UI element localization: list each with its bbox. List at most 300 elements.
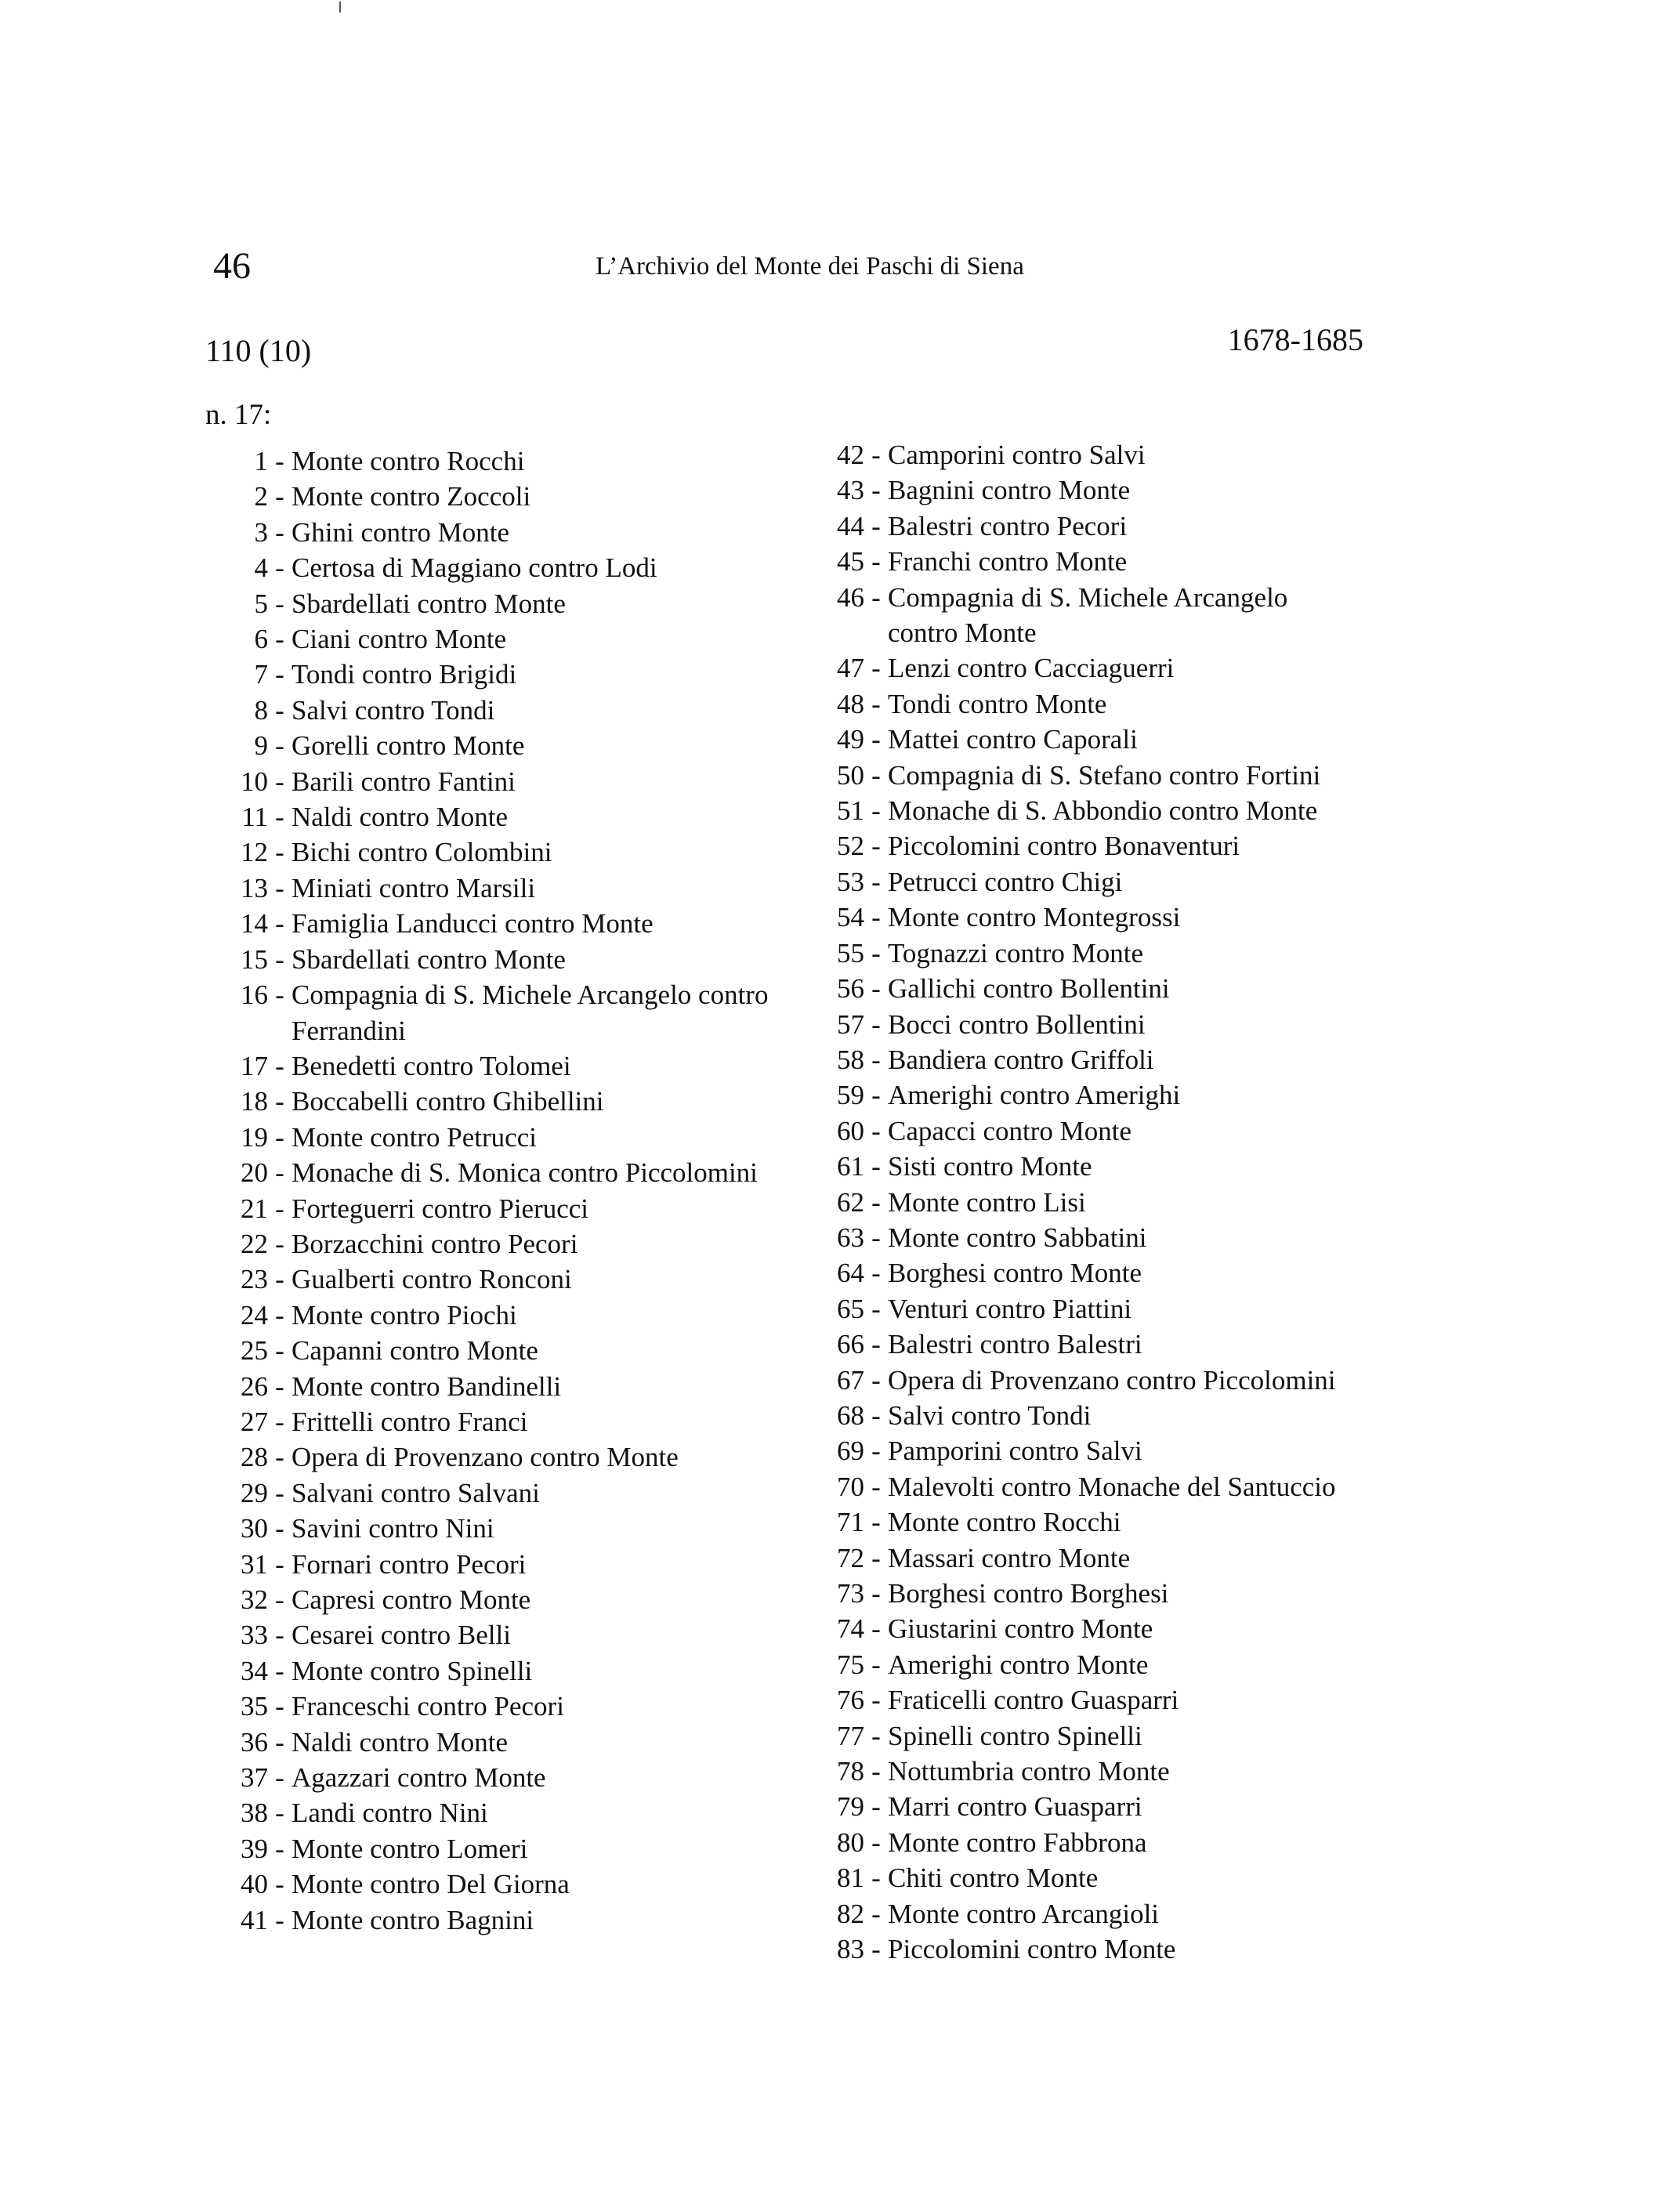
entry-text-line: Cesarei contro Belli xyxy=(291,1620,511,1651)
entry-separator: - xyxy=(275,1442,284,1473)
entry-text xyxy=(291,1725,801,1760)
entry-text-line: Ciani contro Monte xyxy=(291,624,507,655)
entry-text-line: Monte contro Montegrossi xyxy=(888,902,1181,933)
list-item xyxy=(803,1682,1430,1718)
entry-text-line: Certosa di Maggiano contro Lodi xyxy=(291,552,657,584)
list-item xyxy=(803,793,1430,828)
entry-text-line: Borzacchini contro Pecori xyxy=(291,1228,578,1259)
entry-separator: - xyxy=(871,1293,881,1324)
entry-text xyxy=(888,1718,1430,1754)
list-item xyxy=(205,1262,801,1297)
entry-text-line: Barili contro Fantini xyxy=(291,766,516,797)
entry-text-line: Naldi contro Monte xyxy=(291,1726,509,1758)
entry-text-line: Balestri contro Pecori xyxy=(888,510,1128,541)
entry-separator: - xyxy=(275,1193,284,1224)
entry-text-line: Amerighi contro Amerighi xyxy=(888,1080,1181,1111)
entry-text-line: Monache di S. Monica contro Piccolomini xyxy=(291,1157,758,1189)
entry-text xyxy=(291,1369,801,1404)
entry-separator: - xyxy=(275,1299,284,1331)
entry-text-line: Sisti contro Monte xyxy=(888,1151,1092,1182)
entry-number: 82 xyxy=(837,1898,864,1929)
entries-list-right xyxy=(803,437,1430,1967)
entry-separator: - xyxy=(871,1471,881,1502)
list-item xyxy=(803,1576,1430,1611)
entry-number: 40 xyxy=(241,1869,268,1900)
list-item xyxy=(803,686,1430,722)
entry-number: 4 xyxy=(254,552,268,584)
entry-text-line: Monte contro Del Giorna xyxy=(291,1869,570,1900)
entry-number: 53 xyxy=(837,866,864,897)
entry-text-line: Ghini contro Monte xyxy=(291,516,510,548)
entry-text xyxy=(888,793,1430,828)
entry-text-line: Piccolomini contro Bonaventuri xyxy=(888,831,1240,862)
entry-text-line: Agazzari contro Monte xyxy=(291,1762,546,1794)
entry-text-line: Fornari contro Pecori xyxy=(291,1548,527,1580)
list-item xyxy=(803,1611,1430,1646)
entry-number: 2 xyxy=(254,481,268,512)
entry-text-line: Borghesi contro Borghesi xyxy=(888,1578,1169,1609)
list-item xyxy=(205,1511,801,1546)
entry-number: 31 xyxy=(241,1548,268,1580)
list-item xyxy=(803,1007,1430,1042)
entry-separator: - xyxy=(871,1507,881,1538)
entry-text-line: Monte contro Sabbatini xyxy=(888,1222,1147,1253)
entry-separator: - xyxy=(275,979,284,1011)
entry-text-line: Capresi contro Monte xyxy=(291,1584,531,1615)
entry-text-line: Compagnia di S. Michele Arcangelo xyxy=(888,581,1288,613)
entry-text xyxy=(888,544,1430,579)
entry-separator: - xyxy=(871,1791,881,1823)
entry-text xyxy=(291,1866,801,1902)
entry-number: 72 xyxy=(837,1542,864,1573)
entry-separator: - xyxy=(871,1436,881,1467)
list-item xyxy=(803,1077,1430,1113)
entry-text xyxy=(888,1077,1430,1113)
entry-text-line: Salvani contro Salvani xyxy=(291,1477,540,1508)
entry-separator: - xyxy=(275,802,284,833)
entry-text-line: Savini contro Nini xyxy=(291,1513,494,1544)
list-item xyxy=(205,1689,801,1724)
entry-text-line: Bagnini contro Monte xyxy=(888,475,1131,506)
list-item xyxy=(205,1369,801,1404)
list-item xyxy=(803,472,1430,508)
entry-separator: - xyxy=(871,937,881,968)
entry-text-line: Gorelli contro Monte xyxy=(291,730,525,762)
entry-text xyxy=(291,1048,801,1084)
list-item xyxy=(803,1860,1430,1895)
entry-separator: - xyxy=(275,446,284,476)
entry-number: 24 xyxy=(241,1299,268,1331)
entry-separator: - xyxy=(275,872,284,903)
list-item xyxy=(205,1547,801,1582)
entry-number: 58 xyxy=(837,1044,864,1075)
entry-separator: - xyxy=(275,659,284,690)
entry-separator: - xyxy=(871,724,881,755)
entry-separator: - xyxy=(275,908,284,940)
entry-text-line: Marri contro Guasparri xyxy=(888,1791,1142,1823)
entry-text xyxy=(291,1689,801,1724)
entry-number: 6 xyxy=(254,624,268,655)
list-item xyxy=(803,509,1430,544)
entry-text xyxy=(888,1113,1430,1149)
entry-separator: - xyxy=(275,1513,284,1544)
entry-separator: - xyxy=(871,831,881,862)
list-item xyxy=(803,1185,1430,1220)
entry-separator: - xyxy=(871,1613,881,1645)
entry-separator: - xyxy=(871,1649,881,1680)
entry-text-line: Tondi contro Brigidi xyxy=(291,659,517,690)
list-item xyxy=(803,1825,1430,1860)
entry-text xyxy=(291,1333,801,1368)
entry-text-line: Monte contro Arcangioli xyxy=(888,1898,1160,1929)
entry-number: 30 xyxy=(241,1513,268,1544)
entry-number: 70 xyxy=(837,1471,864,1502)
list-item xyxy=(205,764,801,799)
list-item xyxy=(803,1113,1430,1149)
entry-number: 3 xyxy=(254,516,268,548)
entry-separator: - xyxy=(275,481,284,512)
entry-text-line: Balestri contro Balestri xyxy=(888,1329,1142,1360)
entry-number: 56 xyxy=(837,973,864,1005)
entry-separator: - xyxy=(275,1869,284,1900)
entry-number: 46 xyxy=(837,581,864,613)
list-item xyxy=(205,1191,801,1226)
entry-separator: - xyxy=(275,1335,284,1367)
entry-separator: - xyxy=(871,1934,881,1965)
list-item xyxy=(205,728,801,763)
entry-number: 33 xyxy=(241,1620,268,1651)
entry-text xyxy=(291,693,801,728)
entry-text-line: Miniati contro Marsili xyxy=(291,872,536,903)
entry-separator: - xyxy=(275,1370,284,1402)
entry-separator: - xyxy=(871,1542,881,1573)
entry-text xyxy=(888,1682,1430,1718)
entry-text xyxy=(291,1582,801,1617)
entry-separator: - xyxy=(275,1477,284,1508)
list-item xyxy=(205,515,801,550)
entry-separator: - xyxy=(871,1827,881,1858)
entry-text-line: Bandiera contro Griffoli xyxy=(888,1044,1154,1075)
entry-text xyxy=(888,472,1430,508)
entry-text-line: Monte contro Petrucci xyxy=(291,1121,537,1153)
entry-text xyxy=(291,479,801,514)
entry-text-line: Boccabelli contro Ghibellini xyxy=(291,1086,604,1117)
entry-text-line: Fraticelli contro Guasparri xyxy=(888,1685,1179,1716)
entry-text-line: Monte contro Bagnini xyxy=(291,1904,534,1935)
entry-separator: - xyxy=(275,1798,284,1829)
entry-text xyxy=(888,1896,1430,1932)
entry-text-line: Benedetti contro Tolomei xyxy=(291,1050,571,1081)
entry-separator: - xyxy=(275,1691,284,1722)
list-item xyxy=(205,906,801,941)
entry-text xyxy=(291,621,801,657)
list-item xyxy=(803,1363,1430,1398)
list-item xyxy=(205,1475,801,1511)
list-item xyxy=(205,621,801,657)
entry-text xyxy=(888,1647,1430,1682)
list-item xyxy=(803,580,1430,651)
entry-text xyxy=(888,1469,1430,1504)
entry-number: 54 xyxy=(837,902,864,933)
entry-text xyxy=(291,1903,801,1938)
record-date-range: 1678-1685 xyxy=(1227,322,1363,357)
entry-text xyxy=(291,728,801,763)
entry-number: 19 xyxy=(241,1121,268,1153)
entry-text xyxy=(888,1398,1430,1433)
entry-number: 39 xyxy=(241,1833,268,1864)
entry-separator: - xyxy=(871,1863,881,1894)
entry-separator: - xyxy=(871,546,881,577)
entry-number: 64 xyxy=(837,1258,864,1289)
entry-number: 28 xyxy=(241,1442,268,1473)
entry-separator: - xyxy=(275,943,284,975)
entry-separator: - xyxy=(275,552,284,584)
entry-text xyxy=(291,1084,801,1119)
entry-number: 41 xyxy=(241,1904,268,1935)
entry-separator: - xyxy=(275,1406,284,1437)
entry-text-line: Franchi contro Monte xyxy=(888,546,1128,577)
entry-text xyxy=(291,799,801,835)
record-shelfmark: 110 (10) xyxy=(205,333,312,368)
entry-number: 47 xyxy=(837,653,864,684)
entry-text xyxy=(291,1120,801,1155)
entry-text-line: Monte contro Fabbrona xyxy=(888,1827,1147,1858)
entry-separator: - xyxy=(871,1399,881,1431)
entry-text xyxy=(888,1789,1430,1824)
list-item xyxy=(803,1327,1430,1362)
entry-number: 50 xyxy=(837,759,864,791)
entry-text-line: Camporini contro Salvi xyxy=(888,440,1146,470)
entry-number: 51 xyxy=(837,795,864,827)
entry-text xyxy=(888,971,1430,1006)
entry-number: 63 xyxy=(837,1222,864,1253)
entry-separator: - xyxy=(871,581,881,613)
list-item xyxy=(803,1220,1430,1255)
list-item xyxy=(803,971,1430,1006)
entry-number: 20 xyxy=(241,1157,268,1189)
entry-number: 34 xyxy=(241,1655,268,1686)
entry-text-line: Monte contro Rocchi xyxy=(291,446,525,476)
entry-separator: - xyxy=(871,1364,881,1396)
list-item xyxy=(205,1404,801,1439)
entry-text xyxy=(291,942,801,977)
entry-text-line: Massari contro Monte xyxy=(888,1542,1131,1573)
entry-separator: - xyxy=(871,1222,881,1253)
list-item xyxy=(205,1048,801,1084)
entry-separator: - xyxy=(275,1121,284,1153)
entry-text xyxy=(888,864,1430,900)
entry-number: 65 xyxy=(837,1293,864,1324)
entry-separator: - xyxy=(871,1151,881,1182)
list-item xyxy=(803,1291,1430,1327)
list-item xyxy=(205,1795,801,1830)
entry-separator: - xyxy=(275,1762,284,1794)
entry-text-line: Frittelli contro Franci xyxy=(291,1406,528,1437)
entry-text-line: Salvi contro Tondi xyxy=(888,1399,1092,1431)
list-item xyxy=(205,1333,801,1368)
entry-number: 1 xyxy=(254,446,268,476)
entry-text xyxy=(291,1617,801,1653)
entry-separator: - xyxy=(275,1050,284,1081)
entry-text xyxy=(888,1825,1430,1860)
entry-text-line: Monte contro Lisi xyxy=(888,1186,1086,1218)
list-item xyxy=(205,1298,801,1333)
record-sub-number: n. 17: xyxy=(205,399,272,431)
entry-text xyxy=(888,509,1430,544)
entry-separator: - xyxy=(275,516,284,548)
list-item xyxy=(803,1932,1430,1967)
entry-text xyxy=(888,1611,1430,1646)
entry-text-line: Petrucci contro Chigi xyxy=(888,866,1123,897)
entry-text-line: Compagnia di S. Stefano contro Fortini xyxy=(888,759,1321,791)
list-item xyxy=(803,900,1430,935)
entry-number: 13 xyxy=(241,872,268,903)
entry-text xyxy=(888,1860,1430,1895)
entry-text-line: Opera di Provenzano contro Piccolomini xyxy=(888,1364,1336,1396)
entry-number: 71 xyxy=(837,1507,864,1538)
entry-text-line: Monte contro Bandinelli xyxy=(291,1370,562,1402)
list-item xyxy=(803,437,1430,472)
entry-number: 80 xyxy=(837,1827,864,1858)
list-item xyxy=(803,1398,1430,1433)
entry-text xyxy=(291,835,801,870)
entry-number: 11 xyxy=(241,802,268,833)
list-item xyxy=(205,871,801,906)
entry-separator: - xyxy=(871,795,881,827)
entry-text-line: Landi contro Nini xyxy=(291,1798,488,1829)
entry-separator: - xyxy=(871,1756,881,1787)
entry-number: 67 xyxy=(837,1364,864,1396)
entry-number: 83 xyxy=(837,1934,864,1965)
entry-separator: - xyxy=(871,653,881,684)
entry-text-line: Venturi contro Piattini xyxy=(888,1293,1132,1324)
list-item xyxy=(205,1084,801,1119)
entry-text xyxy=(888,1433,1430,1468)
entry-number: 59 xyxy=(837,1080,864,1111)
entry-number: 35 xyxy=(241,1691,268,1722)
entry-text-line: Borghesi contro Monte xyxy=(888,1258,1142,1289)
list-item xyxy=(205,1226,801,1262)
entry-number: 9 xyxy=(254,730,268,762)
entry-number: 52 xyxy=(837,831,864,862)
entry-separator: - xyxy=(871,1898,881,1929)
list-item xyxy=(205,550,801,585)
entry-number: 17 xyxy=(241,1050,268,1081)
entry-number: 7 xyxy=(254,659,268,690)
list-item xyxy=(205,1439,801,1475)
entry-text xyxy=(888,1932,1430,1967)
entry-text-line: Spinelli contro Spinelli xyxy=(888,1720,1142,1751)
entry-text xyxy=(888,1576,1430,1611)
list-item xyxy=(803,936,1430,971)
entry-number: 66 xyxy=(837,1329,864,1360)
entry-separator: - xyxy=(275,766,284,797)
list-item xyxy=(205,1617,801,1653)
entry-text xyxy=(888,686,1430,722)
entry-text-line: Naldi contro Monte xyxy=(291,802,509,833)
entry-separator: - xyxy=(275,1726,284,1758)
entry-text xyxy=(291,550,801,585)
entry-number: 74 xyxy=(837,1613,864,1645)
entry-number: 55 xyxy=(837,937,864,968)
list-item xyxy=(803,1896,1430,1932)
entry-text xyxy=(291,657,801,692)
entry-text-line: Chiti contro Monte xyxy=(888,1863,1099,1894)
entry-text xyxy=(291,1831,801,1866)
entry-text xyxy=(291,1475,801,1511)
entry-text xyxy=(291,977,801,1048)
entry-text xyxy=(291,1547,801,1582)
entry-text-line: Forteguerri contro Pierucci xyxy=(291,1193,589,1224)
entry-number: 26 xyxy=(241,1370,268,1402)
entry-text xyxy=(888,828,1430,863)
entry-number: 14 xyxy=(241,908,268,940)
entry-text xyxy=(291,1404,801,1439)
entry-text-line: Malevolti contro Monache del Santuccio xyxy=(888,1471,1336,1502)
entry-text xyxy=(888,437,1430,472)
entry-separator: - xyxy=(871,1578,881,1609)
list-item xyxy=(205,1725,801,1760)
entry-text-line: Tognazzi contro Monte xyxy=(888,937,1144,968)
page-number: 46 xyxy=(213,245,251,287)
entry-number: 12 xyxy=(241,837,268,868)
entry-number: 69 xyxy=(837,1436,864,1467)
entry-separator: - xyxy=(275,1584,284,1615)
list-item xyxy=(205,444,801,479)
entry-text xyxy=(291,1511,801,1546)
entry-number: 8 xyxy=(254,694,268,726)
entry-text-line: Bocci contro Bollentini xyxy=(888,1008,1146,1040)
list-item xyxy=(803,1718,1430,1754)
entry-separator: - xyxy=(871,866,881,897)
entry-text-line: Sbardellati contro Monte xyxy=(291,588,566,619)
list-item xyxy=(803,1149,1430,1184)
entry-text xyxy=(888,758,1430,793)
entry-number: 44 xyxy=(837,510,864,541)
entry-text-line: Gualberti contro Ronconi xyxy=(291,1264,572,1295)
entry-number: 81 xyxy=(837,1863,864,1894)
entry-separator: - xyxy=(871,475,881,506)
list-item xyxy=(803,758,1430,793)
entry-text-line: Amerighi contro Monte xyxy=(888,1649,1149,1680)
list-item xyxy=(205,942,801,977)
entry-number: 75 xyxy=(837,1649,864,1680)
entries-list-left xyxy=(205,444,801,1938)
entry-text xyxy=(291,906,801,941)
entry-number: 68 xyxy=(837,1399,864,1431)
entry-number: 16 xyxy=(241,979,268,1011)
entry-text xyxy=(291,1439,801,1475)
entry-number: 73 xyxy=(837,1578,864,1609)
entry-number: 29 xyxy=(241,1477,268,1508)
list-item xyxy=(803,1541,1430,1576)
entry-separator: - xyxy=(871,1258,881,1289)
entry-separator: - xyxy=(275,1655,284,1686)
entry-number: 27 xyxy=(241,1406,268,1437)
list-item xyxy=(205,479,801,514)
list-item xyxy=(205,799,801,835)
entry-text-continuation: contro Monte xyxy=(888,617,1037,649)
entry-number: 78 xyxy=(837,1756,864,1787)
entry-number: 42 xyxy=(837,440,864,470)
entry-text-line: Monte contro Rocchi xyxy=(888,1507,1121,1538)
entry-text-line: Franceschi contro Pecori xyxy=(291,1691,564,1722)
entry-separator: - xyxy=(275,1228,284,1259)
entry-number: 43 xyxy=(837,475,864,506)
entry-text-line: Lenzi contro Cacciaguerri xyxy=(888,653,1175,684)
entry-text xyxy=(291,1226,801,1262)
entry-text xyxy=(888,1255,1430,1291)
